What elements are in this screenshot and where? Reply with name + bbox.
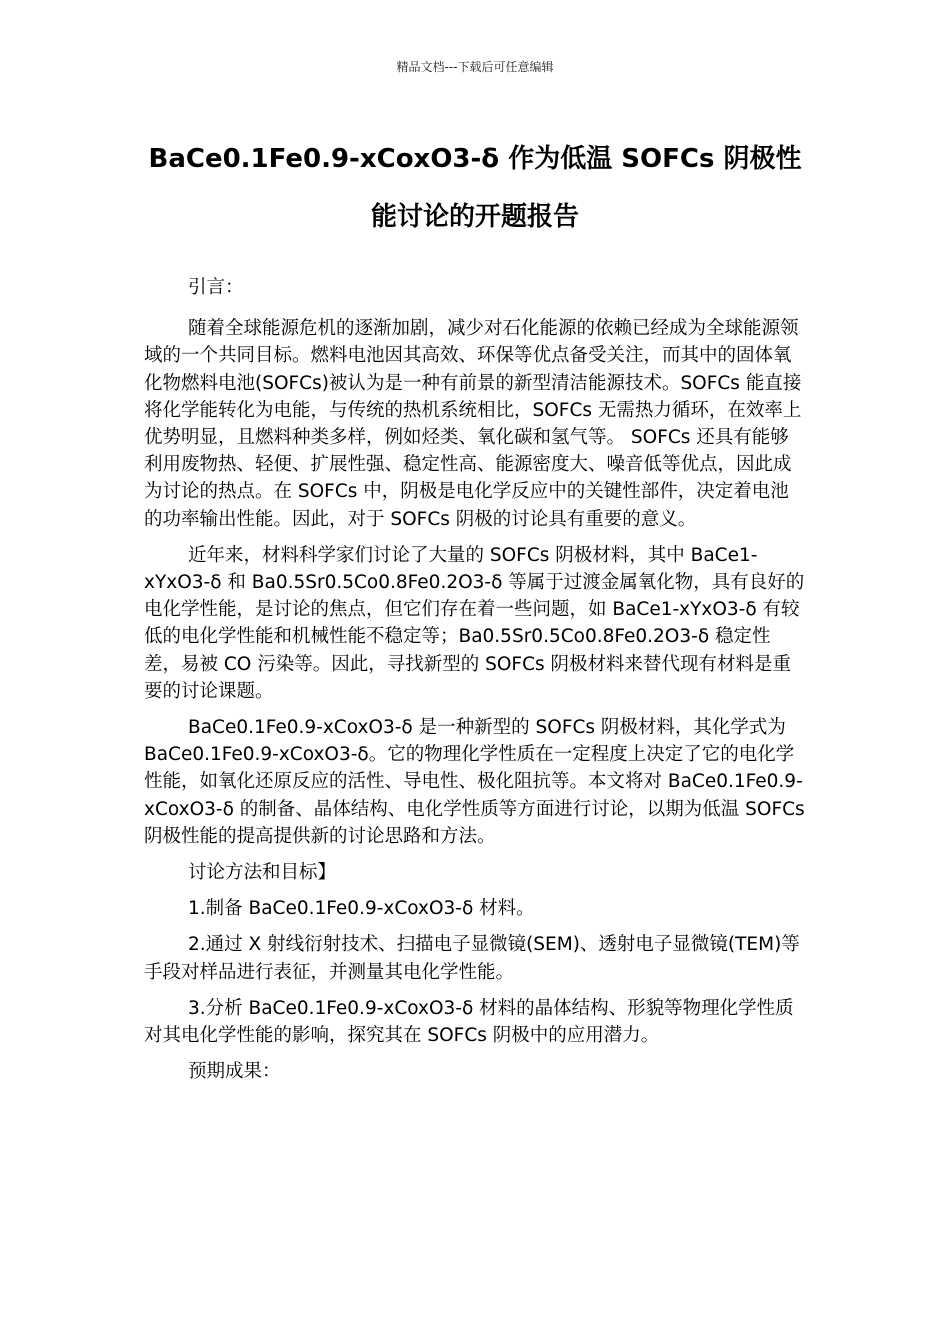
page-header: 精品文档---下载后可任意编辑: [396, 60, 554, 74]
methods-heading: 讨论方法和目标】: [188, 862, 337, 884]
method-item-3: 3.分析 BaCe0.1Fe0.9-xCoxO3-δ 材料的晶体结构、形貌等物理化学性质对其电化学性能的影响，探究其在 SOFCs 阴极中的应用潜力。: [144, 997, 794, 1047]
title-line-2: 能讨论的开题报告: [370, 202, 579, 232]
paragraph-2: 近年来，材料科学家们讨论了大量的 SOFCs 阴极材料，其中 BaCe1-xYxO3-δ 和 Ba0.5Sr0.5Co0.8Fe0.2O3-δ 等属于过渡金属氧化物，具有良好的电化学性能，是讨论的焦点，但它们存在着一些问题，如 BaCe1-xYxO3-δ 有较低的电化学性能和机械性能不稳定等；Ba0.5Sr0.5Co0.8Fe0.2O3-δ 稳定性差，易被 CO 污染等。因此，寻找新型的 SOFCs 阴极材料来替代现有材料是重要的讨论课题。: [144, 544, 805, 702]
results-heading: 预期成果：: [188, 1061, 281, 1083]
paragraph-3: BaCe0.1Fe0.9-xCoxO3-δ 是一种新型的 SOFCs 阴极材料，其化学式为 BaCe0.1Fe0.9-xCoxO3-δ。它的物理化学性质在一定程度上决定了它的电化学性能，如氧化还原反应的活性、导电性、极化阻抗等。本文将对 BaCe0.1Fe0.9-xCoxO3-δ 的制备、晶体结构、电化学性质等方面进行讨论，以期为低温 SOFCs 阴极性能的提高提供新的讨论思路和方法。: [144, 717, 805, 847]
method-item-2: 2.通过 X 射线衍射技术、扫描电子显微镜(SEM)、透射电子显微镜(TEM)等手段对样品进行表征，并测量其电化学性能。: [144, 934, 800, 983]
paragraph-1: 随着全球能源危机的逐渐加剧，减少对石化能源的依赖已经成为全球能源领域的一个共同目标。燃料电池因其高效、环保等优点备受关注，而其中的固体氧化物燃料电池(SOFCs)被认为是一种有前景的新型清洁能源技术。SOFCs 能直接将化学能转化为电能，与传统的热机系统相比，SOFCs 无需热力循环，在效率上优势明显，且燃料种类多样，例如烃类、氧化碳和氢气等。 SOFCs 还具有能够利用废物热、轻便、扩展性强、稳定性高、能源密度大、噪音低等优点，因此成为讨论的热点。在 SOFCs 中，阴极是电化学反应中的关键性部件，决定着电池的功率输出性能。因此，对于 SOFCs 阴极的讨论具有重要的意义。: [144, 318, 802, 530]
method-item-1: 1.制备 BaCe0.1Fe0.9-xCoxO3-δ 材料。: [188, 898, 535, 920]
intro-heading: 引言：: [188, 277, 244, 298]
document-body: [144, 274, 806, 1085]
title-line-1: BaCe0.1Fe0.9-xCoxO3-δ 作为低温 SOFCs 阴极性: [148, 144, 802, 174]
